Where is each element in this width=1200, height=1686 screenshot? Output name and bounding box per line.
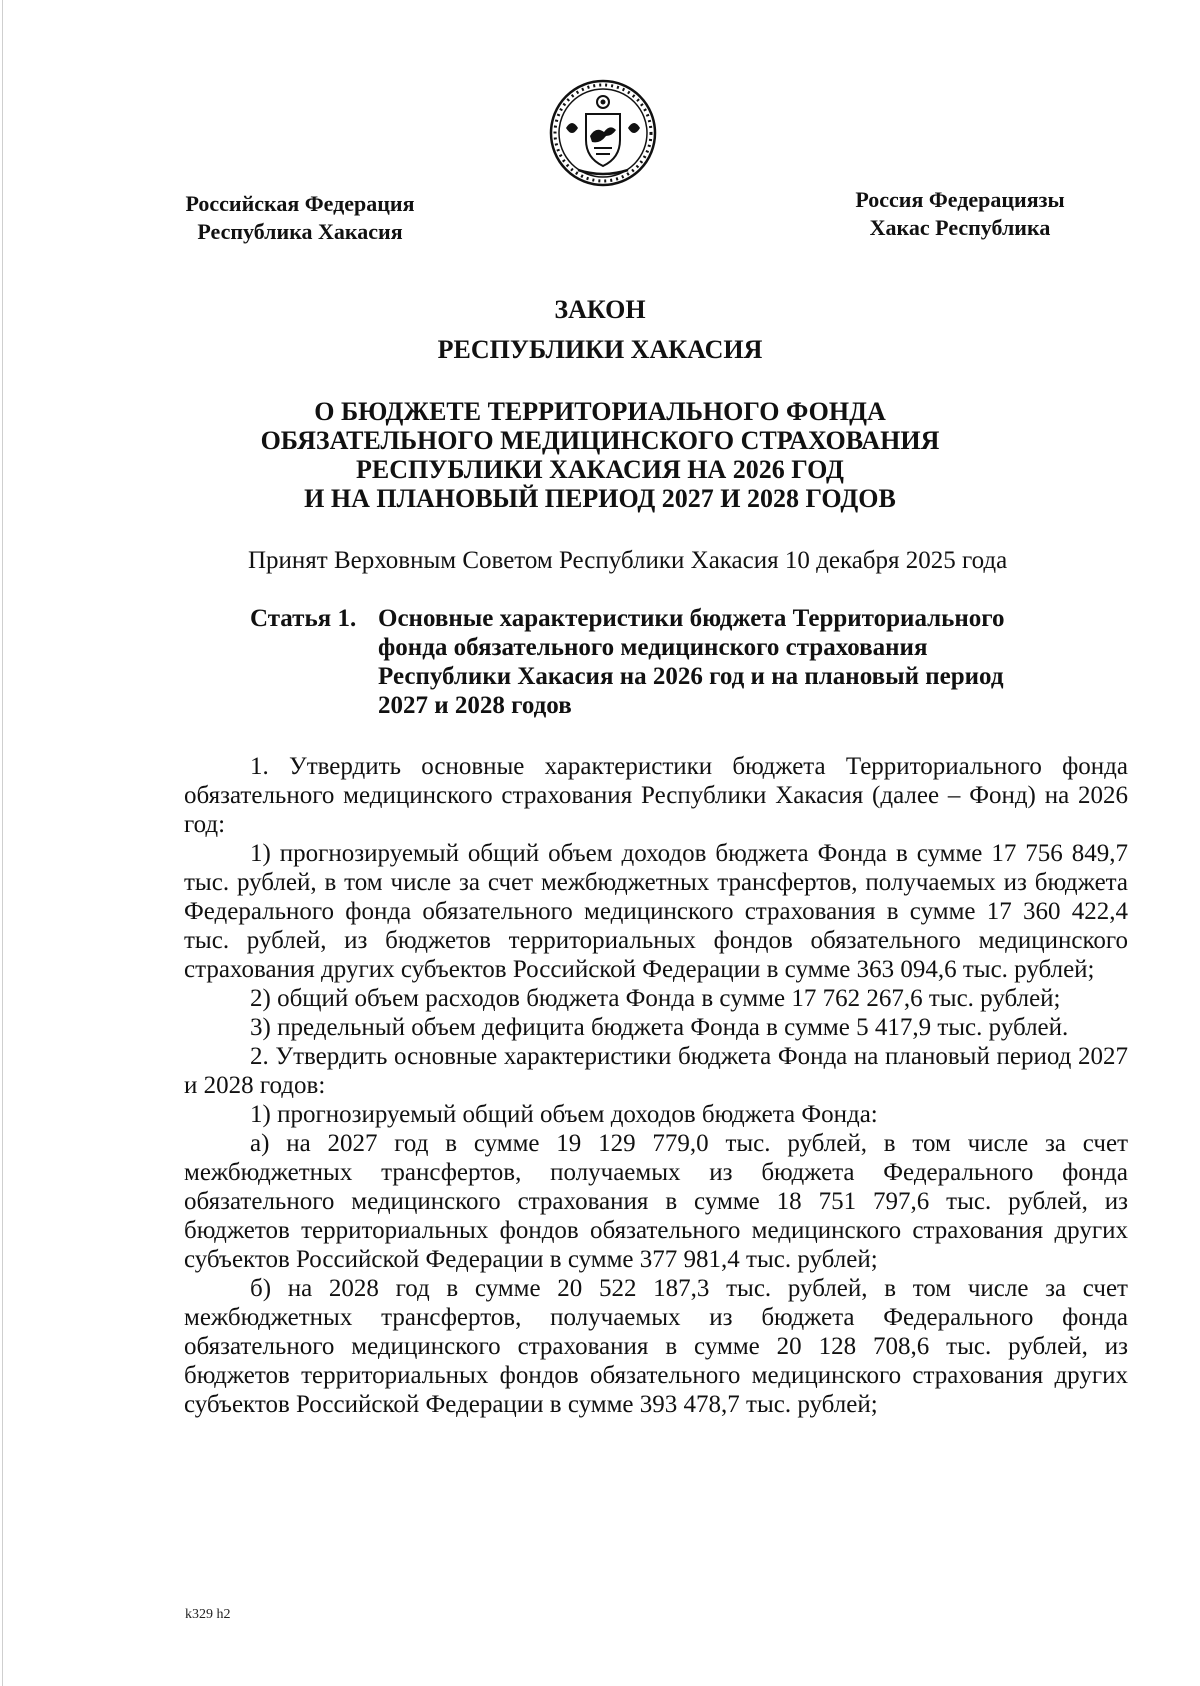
- header-right-country: Россия Федерациязы: [855, 187, 1065, 212]
- article-title-line4: 2027 и 2028 годов: [378, 692, 572, 719]
- header-left-republic: Республика Хакасия: [197, 219, 403, 244]
- article-title-line1: Основные характеристики бюджета Территориального: [378, 605, 1005, 632]
- header-left-country: Российская Федерация: [185, 191, 415, 216]
- law-subject-line1: О БЮДЖЕТЕ ТЕРРИТОРИАЛЬНОГО ФОНДА: [314, 397, 886, 426]
- paragraph: 2) общий объем расходов бюджета Фонда в сумме 17 762 267,6 тыс. рублей;: [250, 985, 1061, 1012]
- coat-of-arms-icon: [548, 78, 658, 188]
- law-subject-line4: И НА ПЛАНОВЫЙ ПЕРИОД 2027 И 2028 ГОДОВ: [304, 484, 896, 513]
- header-left-block: [160, 190, 440, 246]
- paragraph: 1) прогнозируемый общий объем доходов бюджета Фонда в сумме 17 756 849,7 тыс. рублей, в том числе за счет межбюджетных трансфертов, получаемых из бюджета Федерального фонда обязательного медицинского страхования в сумме 17 360 422,4 тыс. рублей, из бюджетов территориальных фондов обязательного медицинского страхования других субъектов Российской Федерации в сумме 363 094,6 тыс. рублей;: [184, 840, 1128, 983]
- document-code: k329 h2: [185, 1607, 231, 1622]
- header-right-block: [830, 186, 1090, 242]
- article-body: [184, 752, 1128, 1419]
- paragraph: 1. Утвердить основные характеристики бюджета Территориального фонда обязательного медицинского страхования Республики Хакасия (далее – Фонд) на 2026 год:: [184, 753, 1128, 838]
- article-title-line2: фонда обязательного медицинского страхования: [378, 634, 928, 661]
- paragraph: а) на 2027 год в сумме 19 129 779,0 тыс. рублей, в том числе за счет межбюджетных трансфертов, получаемых из бюджета Федерального фонда обязательного медицинского страхования в сумме 18 751 797,6 тыс. рублей, из бюджетов территориальных фондов обязательного медицинского страхования других субъектов Российской Федерации в сумме 377 981,4 тыс. рублей;: [184, 1130, 1128, 1273]
- law-title: [0, 290, 1200, 370]
- law-title-line2: РЕСПУБЛИКИ ХАКАСИЯ: [437, 335, 763, 364]
- article-title-line3: Республики Хакасия на 2026 год и на плановый период: [378, 663, 1004, 690]
- article-heading: [250, 604, 1110, 720]
- paragraph: 1) прогнозируемый общий объем доходов бюджета Фонда:: [250, 1101, 878, 1128]
- article-number: Статья 1.: [250, 605, 357, 632]
- adoption-note: Принят Верховным Советом Республики Хакасия 10 декабря 2025 года: [248, 547, 1008, 574]
- law-subject: [0, 397, 1200, 513]
- paragraph: 3) предельный объем дефицита бюджета Фонда в сумме 5 417,9 тыс. рублей.: [250, 1014, 1069, 1041]
- header-right-republic: Хакас Республика: [869, 215, 1051, 240]
- paragraph: б) на 2028 год в сумме 20 522 187,3 тыс. рублей, в том числе за счет межбюджетных трансфертов, получаемых из бюджета Федерального фонда обязательного медицинского страхования в сумме 20 128 708,6 тыс. рублей, из бюджетов территориальных фондов обязательного медицинского страхования других субъектов Российской Федерации в сумме 393 478,7 тыс. рублей;: [184, 1275, 1128, 1418]
- law-title-line1: ЗАКОН: [554, 295, 646, 324]
- scan-edge-line: [2, 0, 3, 1686]
- paragraph: 2. Утвердить основные характеристики бюджета Фонда на плановый период 2027 и 2028 годов:: [184, 1043, 1128, 1099]
- article-title: [378, 604, 1110, 720]
- law-subject-line3: РЕСПУБЛИКИ ХАКАСИЯ НА 2026 ГОД: [356, 455, 844, 484]
- law-subject-line2: ОБЯЗАТЕЛЬНОГО МЕДИЦИНСКОГО СТРАХОВАНИЯ: [260, 426, 940, 455]
